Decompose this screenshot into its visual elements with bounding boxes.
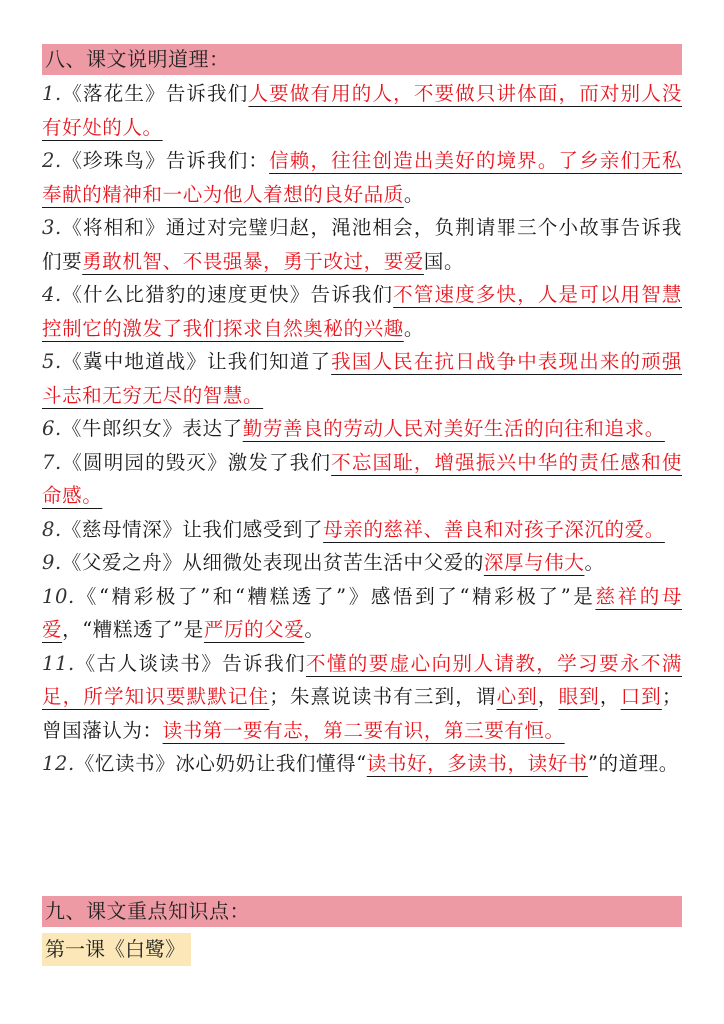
list-item <box>42 580 682 647</box>
section-eight-header: 八、课文说明道理： <box>42 44 682 75</box>
answer-text: 读书第一要有志，第二要有识，第三要有恒。 <box>162 718 565 742</box>
item-number: 9. <box>42 551 62 574</box>
prompt-text: 。 <box>304 618 325 641</box>
lesson-one-title: 第一课《白鹭》 <box>42 933 191 966</box>
prompt-text: 。 <box>403 182 424 206</box>
prompt-text: ，“糟糕透了”是 <box>62 618 204 641</box>
prompt-text: 《“精彩极了”和“糟糕透了”》感悟到了“精彩极了”是 <box>74 584 596 608</box>
answer-text: 严厉的父爱 <box>203 618 305 641</box>
answer-text: 慈祥的母爱 <box>42 584 682 641</box>
item-number: 1. <box>42 82 62 105</box>
answer-text: 心到 <box>496 685 538 708</box>
item-number: 3. <box>42 216 62 239</box>
list-item <box>42 647 682 748</box>
answer-text: 读书好，多读书，读好书 <box>366 752 588 775</box>
prompt-text: ”的道理。 <box>587 752 679 775</box>
item-number: 4. <box>42 283 62 306</box>
answer-text: 信赖，往往创造出美好的境界。了乡亲们无私奉献的精神和一心为他人着想的良好品质 <box>42 149 682 206</box>
prompt-text: 《将相和》通过对完璧归赵，渑池相会，负荆请罪三个小故事告诉我们要 <box>42 216 682 273</box>
prompt-text: ；曾国藩认为： <box>42 685 682 742</box>
answer-text: 不懂的要虚心向别人请教，学习要永不满足，所学知识要默默记住 <box>42 651 682 708</box>
prompt-text: 《珍珠鸟》告诉我们： <box>61 149 270 172</box>
prompt-text: 《古人谈读书》告诉我们 <box>74 651 306 675</box>
prompt-text: 。 <box>584 551 605 574</box>
list-item <box>42 446 682 513</box>
answer-text: 口到 <box>620 685 662 708</box>
prompt-text: 《落花生》告诉我们 <box>61 82 249 105</box>
answer-text: 我国人民在抗日战争中表现出来的顽强斗志和无穷无尽的智慧。 <box>42 350 682 407</box>
prompt-text: 《父爱之舟》从细微处表现出贫苦生活中父爱的 <box>61 551 484 574</box>
item-number: 2. <box>42 149 62 172</box>
answer-text: 人要做有用的人，不要做只讲体面，而对别人没有好处的人。 <box>42 82 682 139</box>
answer-text: 深厚与伟大 <box>483 551 585 574</box>
prompt-text: ， <box>599 685 621 708</box>
list-item <box>42 513 682 547</box>
prompt-text: 《什么比猎豹的速度更快》告诉我们 <box>61 283 394 306</box>
answer-text: 母亲的慈祥、善良和对孩子深沉的爱。 <box>323 517 665 541</box>
list-item <box>42 278 682 345</box>
list-item <box>42 747 682 781</box>
answer-text: 不忘国耻，增强振兴中华的责任感和使命感。 <box>42 450 682 507</box>
item-number: 8. <box>42 517 62 541</box>
section-eight <box>42 44 682 781</box>
item-number: 6. <box>42 417 62 440</box>
list-item <box>42 546 682 580</box>
item-number: 10. <box>42 584 75 608</box>
reasoning-list <box>42 77 682 781</box>
prompt-text: 《慈母情深》让我们感受到了 <box>61 517 324 541</box>
section-nine <box>42 896 682 966</box>
list-item <box>42 211 682 278</box>
answer-text: 勤劳善良的劳动人民对美好生活的向往和追求。 <box>242 417 665 440</box>
prompt-text: 《冀中地道战》让我们知道了 <box>61 350 332 373</box>
section-nine-header: 九、课文重点知识点： <box>42 896 682 927</box>
list-item <box>42 345 682 412</box>
prompt-text: ；朱熹说读书有三到，谓 <box>269 685 497 708</box>
list-item <box>42 77 682 144</box>
prompt-text: 国。 <box>423 249 465 273</box>
item-number: 11. <box>42 651 75 675</box>
item-number: 5. <box>42 350 62 373</box>
prompt-text: 《牛郎织女》表达了 <box>61 417 243 440</box>
prompt-text: 。 <box>403 316 424 340</box>
answer-text: 不管速度多快，人是可以用智慧控制它的激发了我们探求自然奥秘的兴趣 <box>42 283 682 340</box>
prompt-text: 《忆读书》冰心奶奶让我们懂得“ <box>74 752 367 775</box>
item-number: 7. <box>42 450 62 474</box>
prompt-text: ， <box>537 685 559 708</box>
prompt-text: 《圆明园的毁灭》激发了我们 <box>61 450 332 474</box>
answer-text: 眼到 <box>558 685 600 708</box>
list-item <box>42 144 682 211</box>
list-item <box>42 412 682 446</box>
answer-text: 勇敢机智、不畏强暴，勇于改过，要爱 <box>82 249 424 273</box>
item-number: 12. <box>42 752 75 775</box>
